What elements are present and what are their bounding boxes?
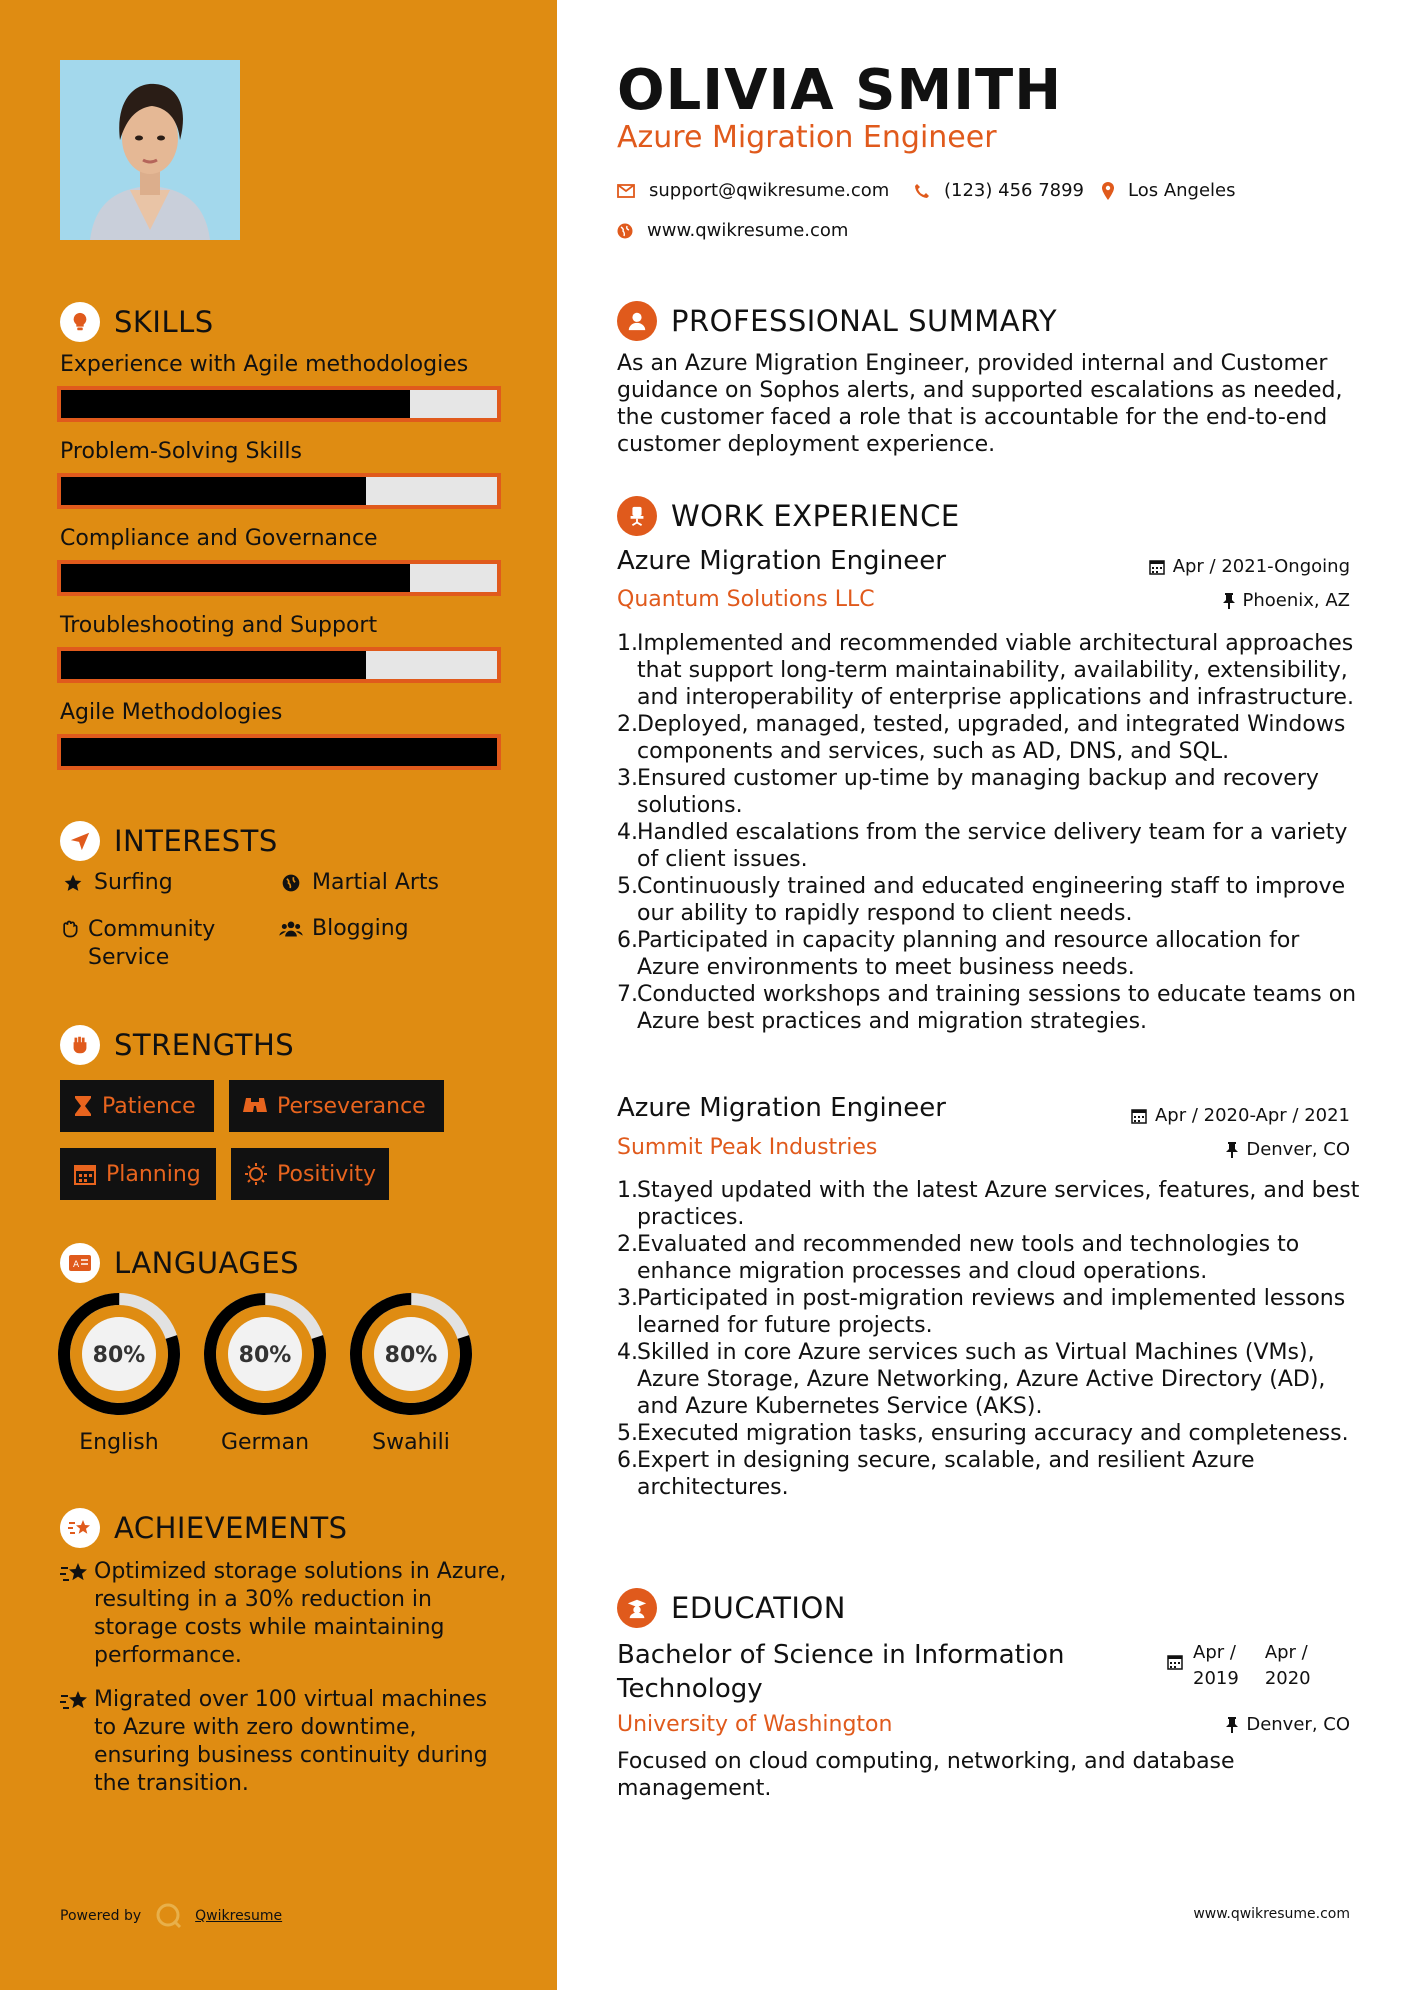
interest-label: Surfing: [94, 870, 173, 895]
skill-bar-fill: [61, 738, 497, 766]
education-end-month: Apr /: [1264, 1642, 1308, 1663]
star-icon: [60, 873, 86, 893]
user-icon: [617, 301, 657, 341]
main-content: [557, 0, 1407, 1990]
job-bullets: [617, 630, 1362, 1035]
job-bullets: [617, 1177, 1362, 1501]
education-location: [1226, 1714, 1350, 1735]
job-bullet: 3. Ensured customer up-time by managing backup and recovery solutions.: [617, 766, 1319, 818]
section-title: EDUCATION: [671, 1591, 847, 1625]
section-title: ACHIEVEMENTS: [114, 1511, 348, 1545]
education-start-month: Apr /: [1193, 1642, 1236, 1663]
contact-email[interactable]: [617, 180, 889, 201]
languages-heading: [60, 1243, 299, 1283]
paper-plane-icon: [60, 821, 100, 861]
location-text: Los Angeles: [1128, 180, 1236, 201]
email-text: support@qwikresume.com: [649, 180, 890, 201]
strength-label: Patience: [102, 1093, 196, 1119]
job-location-text: Denver, CO: [1246, 1139, 1350, 1160]
interests-heading: [60, 821, 278, 861]
binoculars-icon: [243, 1096, 267, 1116]
education-dates: [1167, 1640, 1311, 1692]
job-bullet: 3. Participated in post-migration reviews and implemented lessons learned for future projects.: [617, 1286, 1346, 1338]
job-bullet: 6. Participated in capacity planning and resource allocation for Azure environments to meet business needs.: [617, 928, 1300, 980]
skill-bar-fill: [61, 651, 366, 679]
job-bullet: 1. Implemented and recommended viable architectural approaches that support long-term maintainability, availability, extensibility, and interoperability of enterprise applications and infrastructure.: [617, 631, 1354, 710]
skill-bar-fill: [61, 390, 410, 418]
qwikresume-logo-icon: [155, 1902, 183, 1930]
job-bullet: 5. Executed migration tasks, ensuring accuracy and completeness.: [617, 1421, 1349, 1446]
phone-icon: [914, 183, 930, 199]
job-dates: [1131, 1105, 1350, 1126]
section-title: INTERESTS: [114, 824, 278, 858]
strength-badge: [60, 1080, 214, 1132]
svg-text:A: A: [73, 1260, 80, 1270]
language-percent: 80%: [384, 1343, 438, 1368]
job-bullet: 7. Conducted workshops and training sessions to educate teams on Azure best practices and migration strategies.: [617, 982, 1357, 1034]
users-icon: [278, 919, 304, 939]
skill-bar: [57, 734, 501, 770]
contact-phone[interactable]: [914, 180, 1084, 201]
office-chair-icon: [617, 496, 657, 536]
section-title: SKILLS: [114, 305, 214, 339]
job-company: Quantum Solutions LLC: [617, 587, 875, 612]
language-gauge: [203, 1292, 327, 1416]
skill-bar-fill: [61, 477, 366, 505]
shooting-star-icon: [60, 1560, 94, 1670]
calendar-icon: [74, 1163, 96, 1185]
education-start-year: 2019: [1193, 1668, 1239, 1689]
skill-label: Problem-Solving Skills: [60, 439, 302, 464]
education-degree: Bachelor of Science in Information Technology: [617, 1640, 1065, 1704]
job-bullet: 1. Stayed updated with the latest Azure services, features, and best practices.: [617, 1178, 1360, 1230]
phone-text: (123) 456 7899: [944, 180, 1085, 201]
skill-bar-fill: [61, 564, 410, 592]
candidate-name: OLIVIA SMITH: [617, 58, 1063, 123]
language-name: German: [220, 1430, 310, 1455]
job-title: Azure Migration Engineer: [617, 546, 946, 576]
skill-label: Troubleshooting and Support: [60, 613, 378, 638]
education-heading: [617, 1588, 846, 1628]
job-bullet: 2. Evaluated and recommended new tools and technologies to enhance migration processes and cloud operations.: [617, 1232, 1300, 1284]
website-text: www.qwikresume.com: [647, 220, 849, 241]
section-title: STRENGTHS: [114, 1028, 295, 1062]
interest-label: Community Service: [88, 917, 216, 970]
education-school: University of Washington: [617, 1712, 893, 1737]
strength-badge: [60, 1148, 216, 1200]
pin-icon: [1223, 593, 1235, 609]
language-percent: 80%: [238, 1343, 292, 1368]
shooting-star-icon: [60, 1508, 100, 1548]
section-title: LANGUAGES: [114, 1246, 300, 1280]
sun-icon: [245, 1163, 267, 1185]
language-item: [349, 1292, 473, 1455]
skill-label: Compliance and Governance: [60, 526, 378, 551]
hourglass-icon: [74, 1095, 92, 1117]
job-bullet: 4. Handled escalations from the service delivery team for a variety of client issues.: [617, 820, 1348, 872]
job-location-text: Phoenix, AZ: [1242, 590, 1350, 611]
contact-location: [1102, 180, 1236, 201]
pin-icon: [1226, 1717, 1238, 1733]
language-name: Swahili: [372, 1430, 450, 1455]
strengths-heading: [60, 1025, 294, 1065]
skill-label: Experience with Agile methodologies: [60, 352, 469, 377]
achievements-heading: [60, 1508, 348, 1548]
graduate-icon: [617, 1588, 657, 1628]
strength-badge: [229, 1080, 444, 1132]
strength-label: Planning: [106, 1161, 201, 1187]
language-item: [203, 1292, 327, 1455]
language-name: English: [79, 1430, 159, 1455]
interest-item: [60, 870, 173, 895]
summary-heading: [617, 301, 1057, 341]
skill-bar: [57, 473, 501, 509]
job-bullet: 4. Skilled in core Azure services such as Virtual Machines (VMs), Azure Storage, Azure Networking, Azure Active Directory (AD), and Azure Kubernetes Service (AKS).: [617, 1340, 1326, 1419]
achievement-text: Migrated over 100 virtual machines to Azure with zero downtime, ensuring business continuity during the transition.: [94, 1687, 488, 1796]
job-location: [1226, 1139, 1350, 1160]
job-dates-text: Apr / 2021-Ongoing: [1172, 556, 1350, 577]
language-item: [57, 1292, 181, 1455]
interest-item: [278, 916, 409, 941]
profile-photo: [60, 60, 240, 240]
calendar-icon: [1131, 1108, 1147, 1124]
interest-item: [60, 916, 250, 972]
achievement-text: Optimized storage solutions in Azure, resulting in a 30% reduction in storage costs while maintaining performance.: [94, 1559, 507, 1668]
language-gauge: [57, 1292, 181, 1416]
skill-bar: [57, 560, 501, 596]
hand-icon: [60, 919, 80, 939]
envelope-icon: [617, 184, 635, 198]
skill-bar: [57, 647, 501, 683]
powered-by-label: Powered by: [60, 1908, 142, 1924]
section-title: PROFESSIONAL SUMMARY: [671, 304, 1058, 338]
strength-label: Positivity: [277, 1161, 377, 1187]
education-end: [1265, 1640, 1311, 1692]
shooting-star-icon: [60, 1688, 94, 1798]
pin-icon: [1226, 1142, 1238, 1158]
footer-url[interactable]: www.qwikresume.com: [1193, 1906, 1350, 1922]
qwikresume-link[interactable]: Qwikresume: [195, 1908, 283, 1924]
calendar-icon: [1167, 1654, 1183, 1670]
education-description: Focused on cloud computing, networking, and database management.: [617, 1749, 1235, 1801]
language-gauge: [349, 1292, 473, 1416]
job-bullet: 5. Continuously trained and educated engineering staff to improve our ability to rapidly respond to client needs.: [617, 874, 1346, 926]
globe-icon: [278, 873, 304, 893]
calendar-icon: [1149, 559, 1165, 575]
work-heading: [617, 496, 960, 536]
section-title: WORK EXPERIENCE: [671, 499, 960, 533]
job-bullet: 2. Deployed, managed, tested, upgraded, and integrated Windows components and services, such as AD, DNS, and SQL.: [617, 712, 1346, 764]
achievement-item: [60, 1558, 510, 1670]
interest-label: Blogging: [312, 916, 409, 941]
lightbulb-icon: [60, 302, 100, 342]
candidate-role: Azure Migration Engineer: [617, 120, 997, 155]
fist-icon: [60, 1025, 100, 1065]
contact-website[interactable]: [617, 220, 848, 241]
strength-label: Perseverance: [277, 1093, 426, 1119]
sidebar: [0, 0, 557, 1990]
interest-item: [278, 870, 439, 895]
strength-badge: [231, 1148, 389, 1200]
job-dates: [1149, 556, 1350, 577]
job-location: [1223, 590, 1351, 611]
job-title: Azure Migration Engineer: [617, 1093, 946, 1123]
skill-label: Agile Methodologies: [60, 700, 283, 725]
language-card-icon: [60, 1243, 100, 1283]
skill-bar: [57, 386, 501, 422]
job-company: Summit Peak Industries: [617, 1135, 878, 1160]
job-dates-text: Apr / 2020-Apr / 2021: [1154, 1105, 1350, 1126]
skills-heading: [60, 302, 214, 342]
language-percent: 80%: [92, 1343, 146, 1368]
map-pin-icon: [1102, 182, 1114, 200]
interest-label: Martial Arts: [312, 870, 440, 895]
education-start: [1193, 1640, 1239, 1692]
education-location-text: Denver, CO: [1246, 1714, 1350, 1735]
education-end-year: 2020: [1264, 1668, 1311, 1689]
globe-icon: [617, 223, 633, 239]
summary-text: As an Azure Migration Engineer, provided internal and Customer guidance on Sophos alerts, and supported escalations as needed, the customer faced a role that is accountable for the end-to-end customer deployment experience.: [617, 351, 1343, 457]
achievement-item: [60, 1686, 510, 1798]
powered-by: [60, 1902, 282, 1930]
job-bullet: 6. Expert in designing secure, scalable, and resilient Azure architectures.: [617, 1448, 1255, 1500]
